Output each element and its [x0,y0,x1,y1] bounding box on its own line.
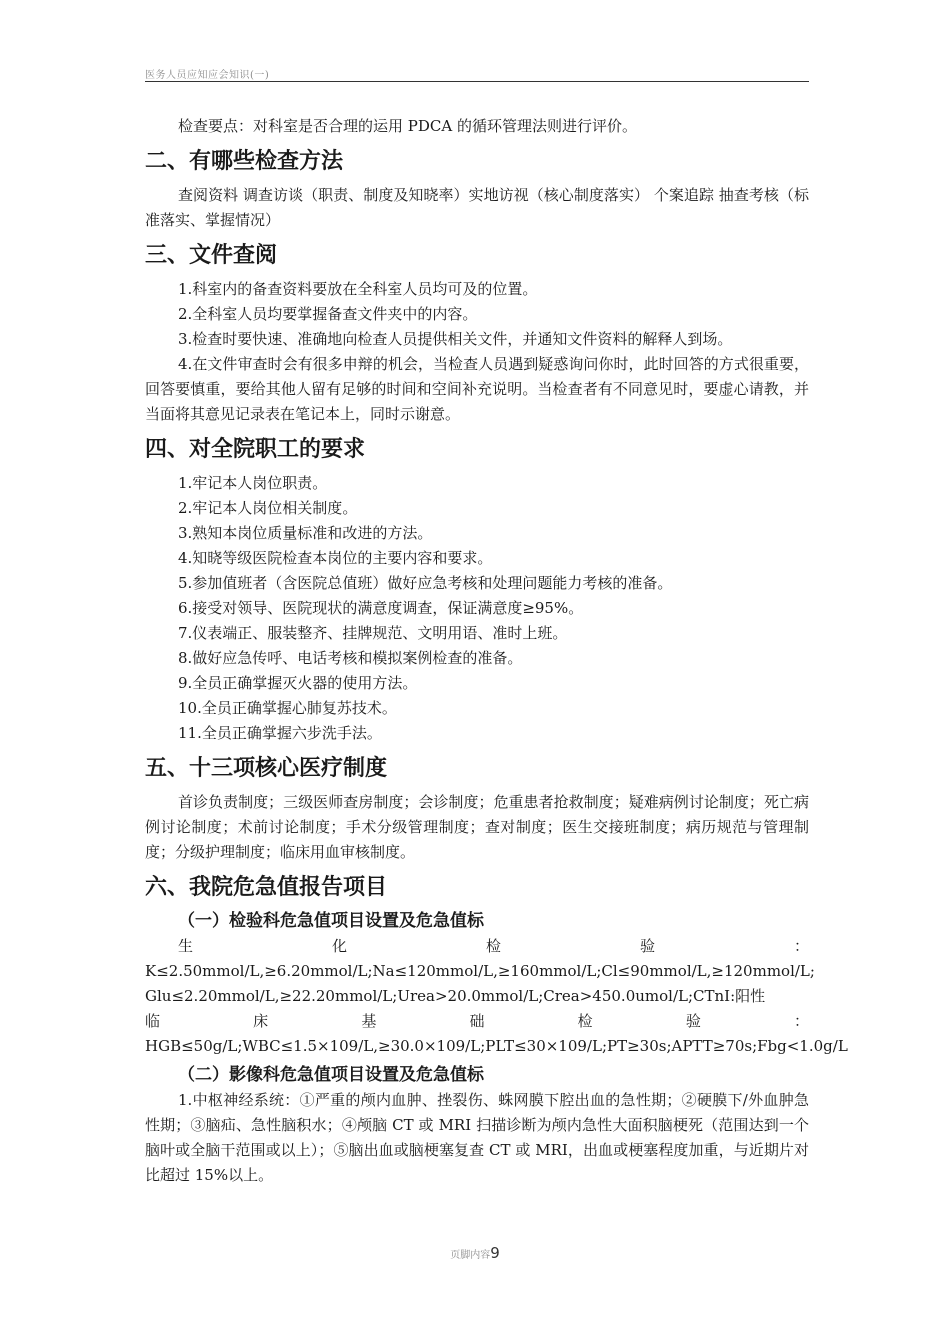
list-item: 3.检查时要快速、准确地向检查人员提供相关文件，并通知文件资料的解释人到场。 [178,330,733,348]
page-body [145,114,848,1188]
section-2-heading: 二、有哪些检查方法 [145,149,344,174]
list-item: 6.接受对领导、医院现状的满意度调查，保证满意度≥95%。 [178,599,584,617]
running-header: 医务人员应知应会知识(一) [145,70,270,81]
section-5-text: 首诊负责制度；三级医师查房制度；会诊制度；危重患者抢救制度；疑难病例讨论制度；死亡病例讨论制度；术前讨论制度；手术分级管理制度；查对制度；医生交接班制度；病历规范与管理制度；分级护理制度；临床用血审核制度。 [145,793,809,861]
list-item: 10.全员正确掌握心肺复苏技术。 [178,699,397,717]
subsection-imaging-heading: （二）影像科危急值项目设置及危急值标 [178,1065,484,1085]
page-footer [0,1244,950,1262]
list-item: 11.全员正确掌握六步洗手法。 [178,724,382,742]
list-item: 3.熟知本岗位质量标准和改进的方法。 [178,524,433,542]
list-item: 1.牢记本人岗位职责。 [178,474,328,492]
list-item: 9.全员正确掌握灭火器的使用方法。 [178,674,418,692]
list-item: 2.牢记本人岗位相关制度。 [178,499,358,517]
list-item: 2.全科室人员均要掌握备查文件夹中的内容。 [178,305,478,323]
intro-paragraph: 检查要点：对科室是否合理的运用 PDCA 的循环管理法则进行评价。 [178,117,637,135]
imaging-criteria: 1.中枢神经系统：①严重的颅内血肿、挫裂伤、蛛网膜下腔出血的急性期；②硬膜下/外血肿急性期；③脑疝、急性脑积水；④颅脑 CT 或 MRI 扫描诊断为颅内急性大面积脑梗死（范围达到一个脑叶或全脑干范围或以上）；⑤脑出血或脑梗塞复查 CT 或 MRI，出血或梗塞程度加重，与近期片对比超过 15%以上。 [145,1091,809,1184]
section-2-text: 查阅资料 调查访谈（职责、制度及知晓率）实地访视（核心制度落实） 个案追踪 抽查考核（标准落实、掌握情况） [145,186,809,229]
section-6-heading: 六、我院危急值报告项目 [145,875,388,900]
list-item: 8.做好应急传呼、电话考核和模拟案例检查的准备。 [178,649,523,667]
list-item: 7.仪表端正、服装整齐、挂牌规范、文明用语、准时上班。 [178,624,568,642]
subsection-lab-heading: （一）检验科危急值项目设置及危急值标 [178,911,484,931]
header-rule [145,81,809,82]
section-3-heading: 三、文件查阅 [145,243,278,268]
page-number: 9 [490,1244,500,1262]
footer-label: 页脚内容 [450,1250,491,1261]
section-4-heading: 四、对全院职工的要求 [145,437,366,462]
list-item: 1.科室内的备查资料要放在全科室人员均可及的位置。 [178,280,538,298]
biochem-criteria: 生化检验：K≤2.50mmol/L,≥6.20mmol/L;Na≤120mmol/L,≥160mmol/L;Cl≤90mmol/L,≥120mmol/L; Glu≤2.20mmol/L,≥22.20mmol/L;Urea>20.0mmol/L;Crea>450.0umol/L;CTnI:阳性 [145,937,815,1005]
list-item: 5.参加值班者（含医院总值班）做好应急考核和处理问题能力考核的准备。 [178,574,673,592]
clinical-criteria: 临床基础检验：HGB≤50g/L;WBC≤1.5×109/L,≥30.0×109/L;PLT≤30×109/L;PT≥30s;APTT≥70s;Fbg<1.0g/L [145,1012,848,1055]
section-5-heading: 五、十三项核心医疗制度 [145,756,388,781]
list-item: 4.在文件审查时会有很多申辩的机会，当检查人员遇到疑惑询问你时，此时回答的方式很重要，回答要慎重，要给其他人留有足够的时间和空间补充说明。当检查者有不同意见时，要虚心请教，并当面将其意见记录表在笔记本上，同时示谢意。 [145,355,809,423]
list-item: 4.知晓等级医院检查本岗位的主要内容和要求。 [178,549,493,567]
